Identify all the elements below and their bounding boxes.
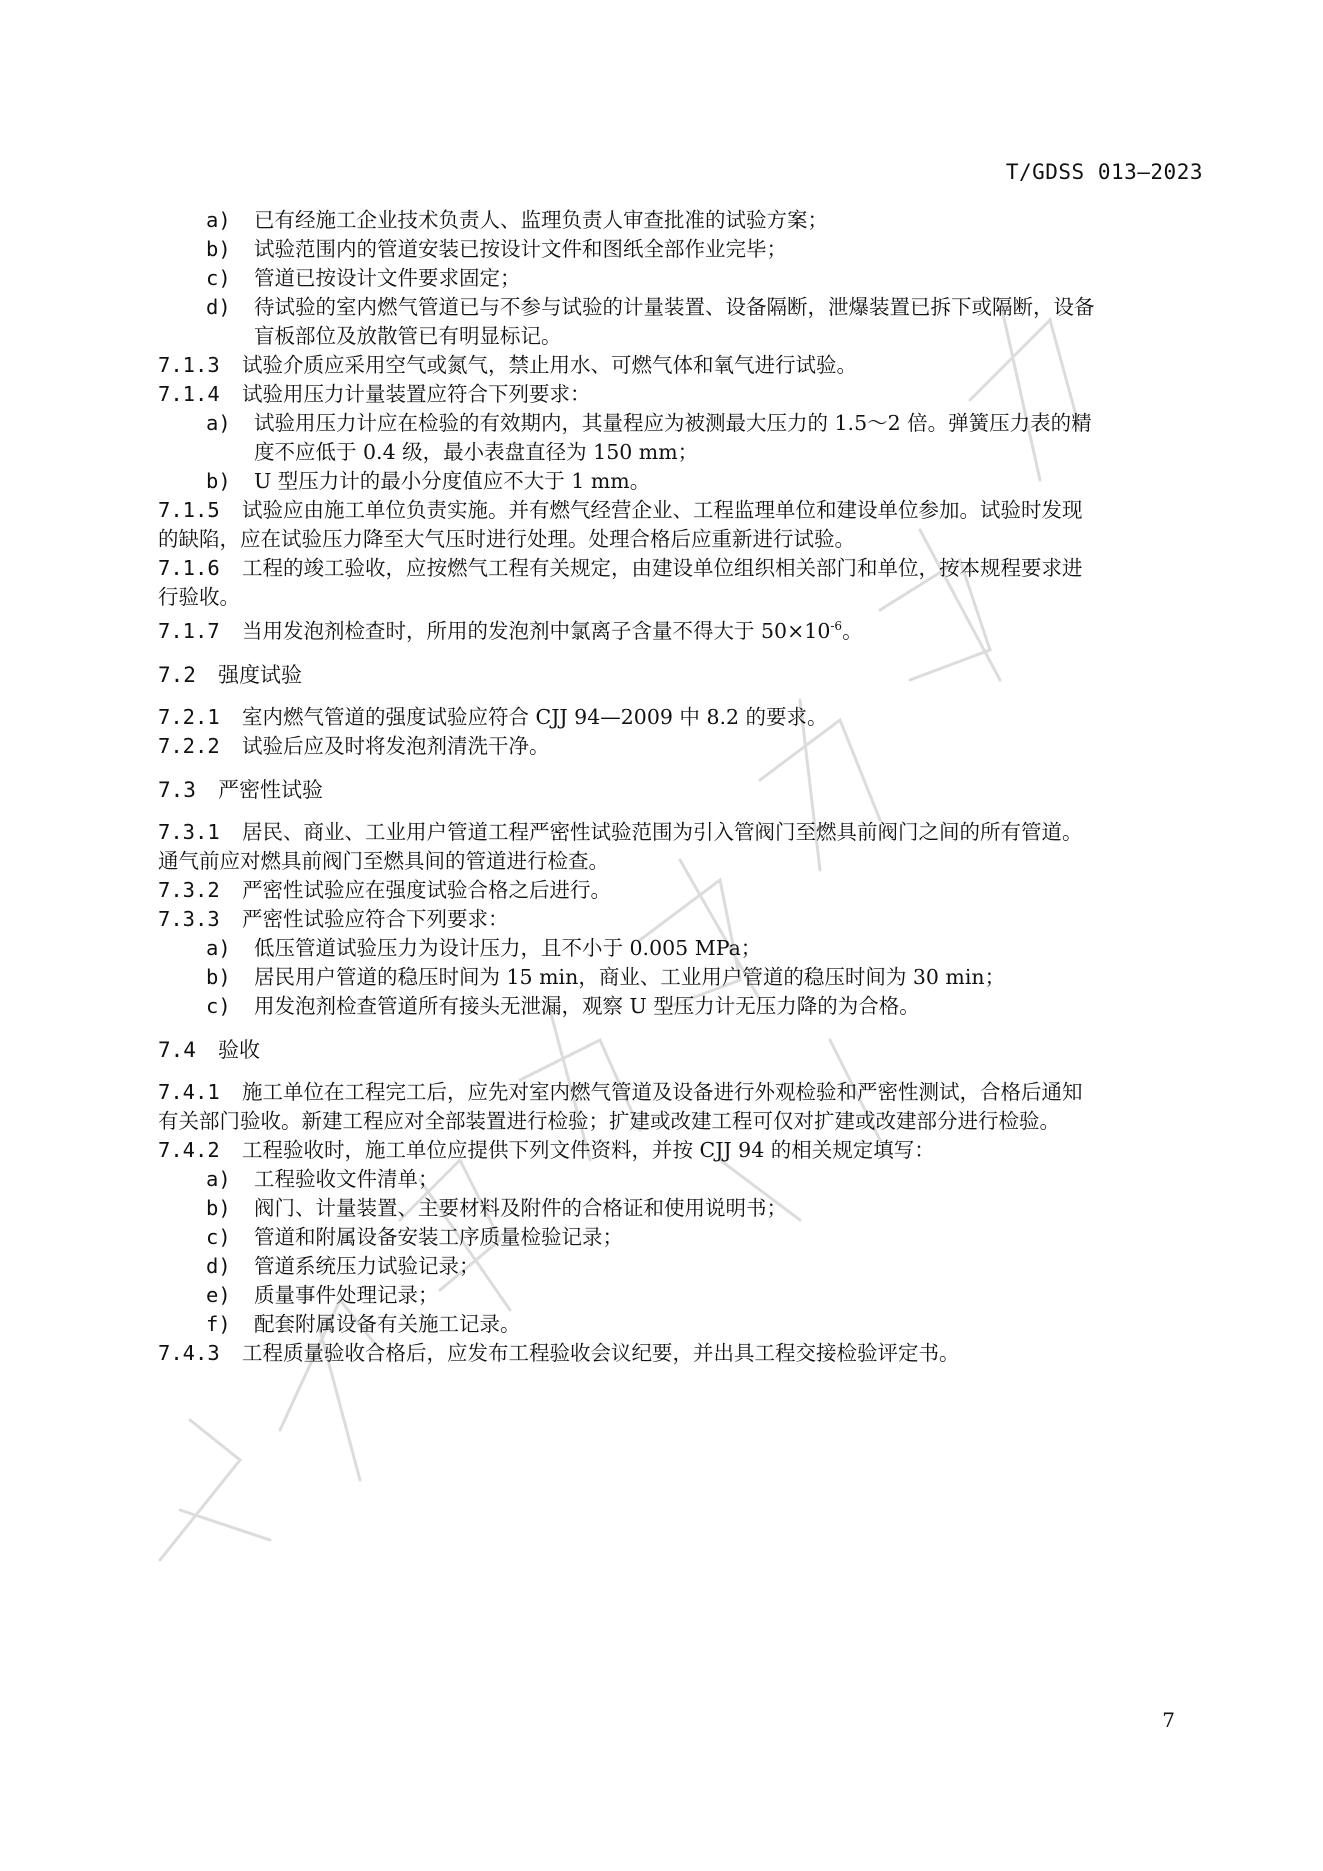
section-number: 7.4 [158, 1037, 196, 1062]
clause-text: 试验用压力计量装置应符合下列要求： [242, 382, 591, 406]
clause-number: 7.3.1 [158, 819, 220, 844]
section-heading-7-2 [158, 659, 1205, 689]
clause-7-3-2 [158, 876, 1205, 905]
item-label: b) [206, 1195, 231, 1220]
section-title: 严密性试验 [218, 777, 323, 802]
item-text: 管道系统压力试验记录； [254, 1253, 480, 1278]
document-body [158, 206, 1205, 1368]
list-item [158, 264, 1205, 293]
list-item [158, 1194, 1205, 1223]
item-text: 管道和附属设备安装工序质量检验记录； [254, 1224, 623, 1249]
clause-7-1-4 [158, 380, 1205, 409]
item-text: 居民用户管道的稳压时间为 15 min，商业、工业用户管道的稳压时间为 30 min； [254, 964, 1006, 989]
clause-text: 试验介质应采用空气或氮气，禁止用水、可燃气体和氧气进行试验。 [242, 353, 857, 377]
section-number: 7.2 [158, 662, 196, 687]
section-title: 强度试验 [218, 662, 302, 687]
item-label: b) [206, 469, 231, 493]
item-continuation: 度不应低于 0.4 级，最小表盘直径为 150 mm； [254, 440, 699, 464]
item-text: 试验范围内的管道安装已按设计文件和图纸全部作业完毕； [254, 237, 787, 261]
clause-7-3-1 [158, 818, 1205, 847]
clause-number: 7.2.2 [158, 733, 220, 758]
item-label: e) [206, 1282, 231, 1307]
list-item [158, 206, 1205, 235]
clause-number: 7.4.3 [158, 1340, 220, 1365]
clause-continuation: 有关部门验收。新建工程应对全部装置进行检验；扩建或改建工程可仅对扩建或改建部分进行检验。 [158, 1108, 1060, 1133]
list-item [158, 934, 1205, 963]
clause-7-1-5 [158, 496, 1205, 525]
item-text: 工程验收文件清单； [254, 1166, 439, 1191]
clause-continuation: 通气前应对燃具前阀门至燃具间的管道进行检查。 [158, 848, 609, 873]
section-title: 验收 [218, 1037, 260, 1062]
clause-number: 7.1.3 [158, 353, 220, 377]
section-number: 7.3 [158, 777, 196, 802]
item-label: a) [206, 1166, 231, 1191]
item-label: c) [206, 266, 231, 290]
list-item [158, 235, 1205, 264]
clause-text: 当用发泡剂检查时，所用的发泡剂中氯离子含量不得大于 50×10 [242, 618, 831, 643]
item-label: b) [206, 237, 231, 261]
clause-7-1-3 [158, 351, 1205, 380]
clause-number: 7.4.1 [158, 1079, 220, 1104]
item-text: 已有经施工企业技术负责人、监理负责人审查批准的试验方案； [254, 208, 828, 232]
clause-text: 居民、商业、工业用户管道工程严密性试验范围为引入管阀门至燃具前阀门之间的所有管道。 [242, 819, 1083, 844]
clause-text: 工程验收时，施工单位应提供下列文件资料，并按 CJJ 94 的相关规定填写： [242, 1137, 935, 1162]
item-label: a) [206, 935, 231, 960]
clause-continuation: 行验收。 [158, 585, 240, 609]
clause-text: 室内燃气管道的强度试验应符合 CJJ 94—2009 中 8.2 的要求。 [242, 704, 828, 729]
clause-continuation: 的缺陷，应在试验压力降至大气压时进行处理。处理合格后应重新进行试验。 [158, 527, 855, 551]
clause-text: 施工单位在工程完工后，应先对室内燃气管道及设备进行外观检验和严密性测试，合格后通知 [242, 1079, 1083, 1104]
item-label: c) [206, 1224, 231, 1249]
list-item [158, 409, 1205, 438]
list-item [158, 293, 1205, 322]
clause-7-4-3 [158, 1339, 1205, 1368]
clause-7-2-2 [158, 732, 1205, 761]
item-text: 配套附属设备有关施工记录。 [254, 1311, 521, 1336]
list-item [158, 1310, 1205, 1339]
item-text: U 型压力计的最小分度值应不大于 1 mm。 [254, 469, 651, 493]
item-text: 试验用压力计应在检验的有效期内，其量程应为被测最大压力的 1.5～2 倍。弹簧压力表的精 [254, 411, 1092, 435]
item-label: c) [206, 993, 231, 1018]
clause-number: 7.1.4 [158, 382, 220, 406]
clause-text: 工程质量验收合格后，应发布工程验收会议纪要，并出具工程交接检验评定书。 [242, 1340, 960, 1365]
item-label: a) [206, 208, 231, 232]
item-text: 低压管道试验压力为设计压力，且不小于 0.005 MPa； [254, 935, 762, 960]
clause-text: 严密性试验应符合下列要求： [242, 906, 509, 931]
clause-7-2-1 [158, 703, 1205, 732]
clause-7-1-7 [158, 612, 1205, 646]
clause-number: 7.1.6 [158, 556, 220, 580]
clause-number: 7.4.2 [158, 1137, 220, 1162]
document-code: T/GDSS 013—2023 [1005, 160, 1203, 184]
section-heading-7-4 [158, 1034, 1205, 1064]
item-text: 阀门、计量装置、主要材料及附件的合格证和使用说明书； [254, 1195, 787, 1220]
item-text: 用发泡剂检查管道所有接头无泄漏，观察 U 型压力计无压力降的为合格。 [254, 993, 920, 1018]
clause-7-3-3 [158, 905, 1205, 934]
item-label: d) [206, 1253, 231, 1278]
clause-7-4-1 [158, 1078, 1205, 1107]
clause-text: 严密性试验应在强度试验合格之后进行。 [242, 877, 611, 902]
item-text: 待试验的室内燃气管道已与不参与试验的计量装置、设备隔断，泄爆装置已拆下或隔断，设备 [254, 295, 1095, 319]
clause-text: 工程的竣工验收，应按燃气工程有关规定，由建设单位组织相关部门和单位，按本规程要求进 [242, 556, 1083, 580]
clause-text-end: 。 [842, 618, 863, 643]
clause-number: 7.1.7 [158, 618, 220, 643]
clause-number: 7.1.5 [158, 498, 220, 522]
clause-number: 7.3.2 [158, 877, 220, 902]
item-text: 管道已按设计文件要求固定； [254, 266, 521, 290]
item-label: f) [206, 1311, 231, 1336]
clause-number: 7.3.3 [158, 906, 220, 931]
item-continuation: 盲板部位及放散管已有明显标记。 [254, 324, 562, 348]
item-text: 质量事件处理记录； [254, 1282, 439, 1307]
list-item [158, 1223, 1205, 1252]
clause-7-4-2 [158, 1136, 1205, 1165]
clause-7-1-6 [158, 554, 1205, 583]
list-item [158, 963, 1205, 992]
exponent: -6 [830, 619, 843, 633]
clause-text: 试验应由施工单位负责实施。并有燃气经营企业、工程监理单位和建设单位参加。试验时发现 [242, 498, 1083, 522]
section-heading-7-3 [158, 774, 1205, 804]
clause-number: 7.2.1 [158, 704, 220, 729]
list-item [158, 1252, 1205, 1281]
list-item [158, 1165, 1205, 1194]
page-number: 7 [1162, 1708, 1175, 1732]
item-label: b) [206, 964, 231, 989]
item-label: d) [206, 295, 231, 319]
clause-text: 试验后应及时将发泡剂清洗干净。 [242, 733, 550, 758]
list-item [158, 1281, 1205, 1310]
list-item [158, 992, 1205, 1021]
list-item [158, 467, 1205, 496]
item-label: a) [206, 411, 231, 435]
